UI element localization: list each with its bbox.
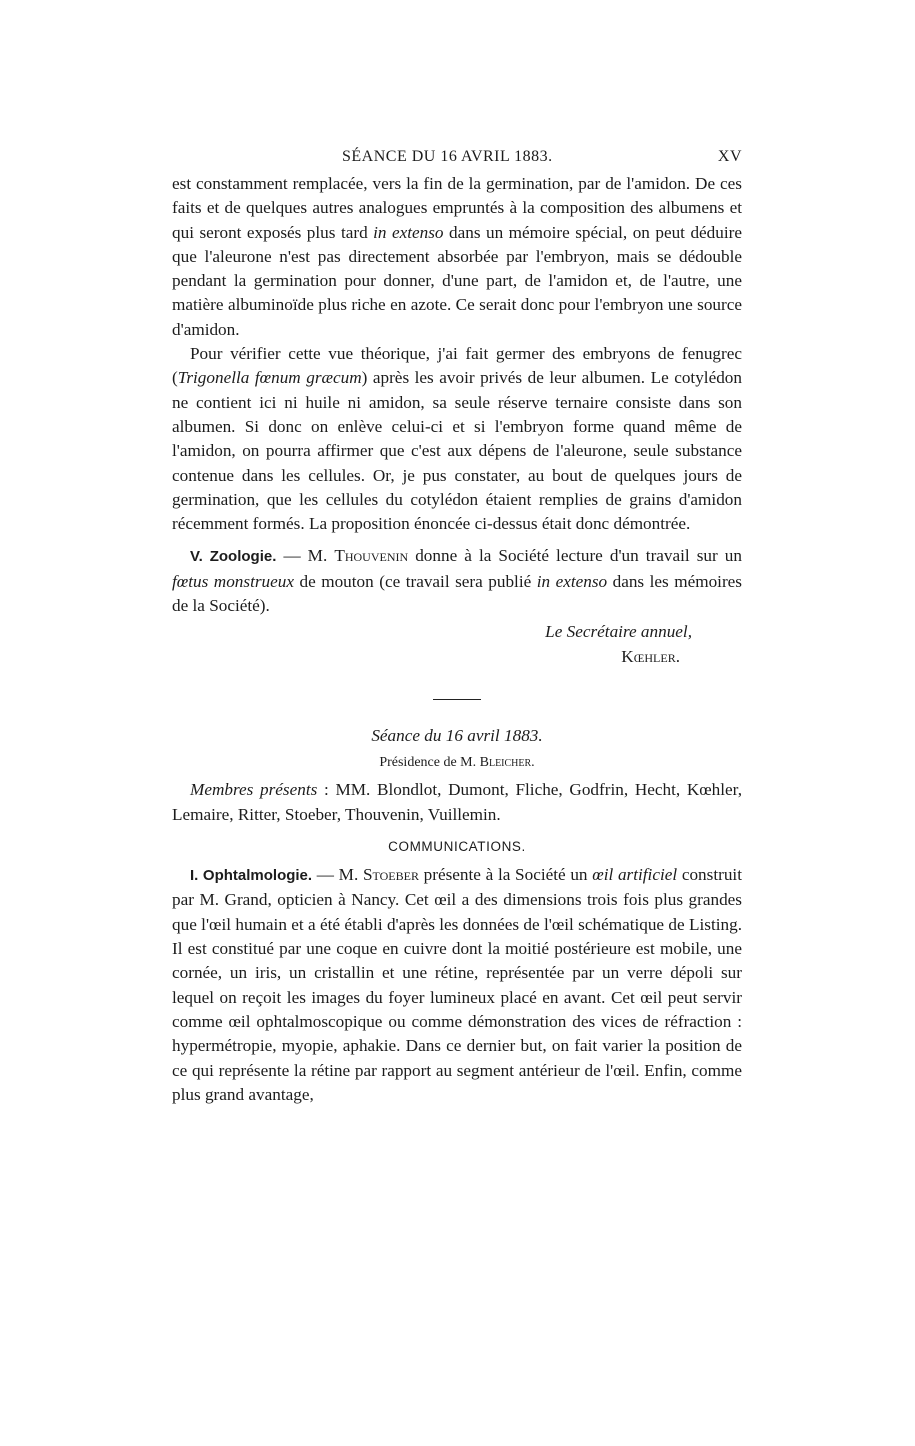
para3-text3: dans les mémoires de la Société). xyxy=(172,571,742,616)
author-thouvenin: Thouvenin xyxy=(334,546,409,566)
para3-text2: de mouton (ce travail sera publié xyxy=(294,571,537,591)
page-number: XV xyxy=(717,148,742,165)
communications-heading: COMMUNICATIONS. xyxy=(388,838,526,854)
paragraph-ophtalmologie xyxy=(172,863,742,1107)
para3-italic2: in extenso xyxy=(536,571,608,591)
para2-text2: ) après les avoir privés de leur albumen. Le cotylédon ne contient ici ni huile ni amidon, sa seule réserve ternaire consiste dans son albumen. Si donc on enlève celui-ci et si l'embryon forme quand même de l'amidon, on pourra affirmer que c'est aux dépens de l'aleurone, seule substance contenue dans les cellules. Or, je pus constater, au bout de quelques jours de germination, que les cellules du cotylédon étaient remplies de grains d'amidon récemment formés. La proposition énoncée ci-dessus était donc démontrée. xyxy=(172,368,742,534)
para3-dash: — M. xyxy=(276,546,335,566)
signature-role: Le Secrétaire annuel, xyxy=(545,622,692,642)
paragraph-zoologie xyxy=(172,544,742,618)
running-header xyxy=(172,148,742,172)
para1-italic: in extenso xyxy=(373,222,444,242)
para1-text: est constamment remplacée, vers la fin de la germination, par de l'amidon. De ces faits et de quelques autres analogues empruntés à la composition des albumens et qui seront exposés plus tard xyxy=(172,174,742,242)
signature-name: Kœhler. xyxy=(621,646,680,666)
members-paragraph xyxy=(172,778,742,827)
para4-dash: — M. xyxy=(312,865,363,885)
page xyxy=(172,148,742,1107)
section-zoologie: V. Zoologie. xyxy=(190,548,277,566)
para2-italic: Trigonella fœnum græcum xyxy=(177,368,362,388)
para4-text2: construit par M. Grand, opticien à Nancy. Cet œil a des dimensions trois fois plus grandes que l'œil humain et a été établi d'après les données de l'œil schématique de Listing. Il est constitué par une coque en cuivre dont la moitié postérieure est mobile, une cornée, un iris, un cristallin et une rétine, représentée par un verre dépoli sur lequel on reçoit les images du foyer lumineux placé en avant. Cet œil peut servir comme œil ophtalmoscopique ou comme démonstration des vices de réfraction : hypermétropie, myopie, aphakie. Dans ce dernier but, on fait varier la position de ce qui représente la rétine par rapport au segment antérieur de l'œil. Enfin, comme plus grand avantage, xyxy=(172,865,742,1104)
para1-text2: dans un mémoire spécial, on peut déduire que l'aleurone n'est pas directement absorbée par l'embryon, mais se dédouble pendant la germination pour donner, d'une part, de l'amidon et, de l'autre, une matière albuminoïde plus riche en azote. Ce serait donc pour l'embryon une source d'amidon. xyxy=(172,222,742,339)
paragraph-fenugrec xyxy=(172,342,742,536)
presidence-line xyxy=(172,752,742,774)
para3-text: donne à la Société lecture d'un travail sur un xyxy=(408,546,742,566)
president-name: Bleicher. xyxy=(479,755,535,771)
para4-italic: œil artificiel xyxy=(592,865,678,885)
members-list: : MM. Blondlot, Dumont, Fliche, Godfrin, Hecht, Kœhler, Lemaire, Ritter, Stoeber, Thouvenin, Vuillemin. xyxy=(172,780,742,824)
session-title: Séance du 16 avril 1883. xyxy=(371,725,543,745)
para2-text: Pour vérifier cette vue théorique, j'ai fait germer des embryons de fenugrec ( xyxy=(172,344,742,388)
paragraph-aleurone xyxy=(172,172,742,342)
section-divider xyxy=(433,699,481,700)
section-ophtalmologie: I. Ophtalmologie. xyxy=(190,867,313,885)
para3-italic1: fœtus monstrueux xyxy=(172,571,294,591)
presidence-prefix: Présidence de M. xyxy=(379,755,480,771)
members-label: Membres présents xyxy=(190,780,318,800)
author-stoeber: Stoeber xyxy=(362,865,419,885)
para4-text: présente à la Société un xyxy=(418,865,593,885)
running-title: SÉANCE DU 16 AVRIL 1883. xyxy=(342,148,553,165)
